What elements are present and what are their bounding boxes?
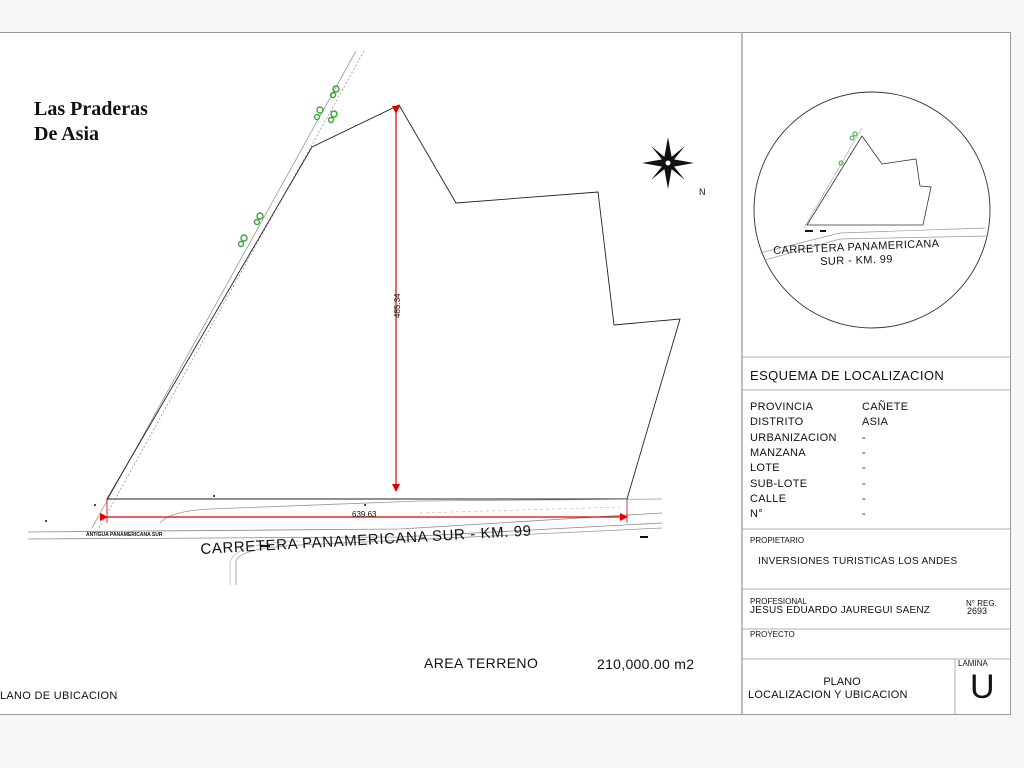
info-label: N° [750, 508, 763, 520]
old-road-diagonal [92, 51, 364, 528]
info-value: - [862, 508, 866, 520]
area-label: AREA TERRENO [424, 655, 539, 671]
location-scheme-map [754, 92, 990, 328]
professional-label: PROFESIONAL [750, 597, 807, 606]
info-value: - [862, 478, 866, 490]
registration-value: 2693 [967, 606, 988, 616]
sheet-label: LAMINA [958, 659, 988, 668]
info-value: - [862, 462, 866, 474]
plan-title-line1: PLANO [823, 676, 861, 688]
old-road-label: ANTIGUA PANAMERICANA SUR [86, 532, 163, 538]
scheme-road-line1: CARRETERA PANAMERICANA [773, 237, 940, 257]
highway-label: CARRETERA PANAMERICANA SUR - KM. 99 [200, 522, 533, 558]
info-value: ASIA [862, 416, 889, 428]
info-label: PROVINCIA [750, 401, 814, 413]
professional-name: JESUS EDUARDO JAUREGUI SAENZ [750, 605, 931, 616]
owner-value: INVERSIONES TURISTICAS LOS ANDES [758, 556, 958, 567]
scheme-road-line2: SUR - KM. 99 [820, 253, 894, 268]
info-value: CAÑETE [862, 401, 909, 413]
project-name-line1: Las Praderas [34, 98, 148, 120]
project-box-label: PROYECTO [750, 630, 795, 639]
north-label: N [699, 187, 706, 197]
info-label: URBANIZACION [750, 432, 837, 444]
plan-label: LANO DE UBICACION [0, 690, 118, 702]
drawing-sheet [0, 32, 1011, 715]
info-value: - [862, 447, 866, 459]
sheet-number: U [970, 668, 995, 706]
location-scheme-title: ESQUEMA DE LOCALIZACION [750, 368, 945, 383]
north-arrow-icon [642, 137, 694, 189]
dimension-horizontal-label: 639.63 [352, 510, 377, 519]
info-value: - [862, 432, 866, 444]
info-label: DISTRITO [750, 416, 804, 428]
dimension-vertical-label: 485.34 [393, 293, 402, 318]
area-value: 210,000.00 m2 [597, 656, 695, 672]
tree-markers [239, 86, 340, 247]
info-label: LOTE [750, 462, 780, 474]
info-label: CALLE [750, 493, 787, 505]
owner-label: PROPIETARIO [750, 536, 805, 545]
project-name-line2: De Asia [34, 123, 99, 145]
info-value: - [862, 493, 866, 505]
info-label: MANZANA [750, 447, 806, 459]
registration-label: N° REG. [966, 599, 997, 608]
plan-title-line2: LOCALIZACION Y UBICACION [748, 689, 908, 701]
info-label: SUB-LOTE [750, 478, 808, 490]
